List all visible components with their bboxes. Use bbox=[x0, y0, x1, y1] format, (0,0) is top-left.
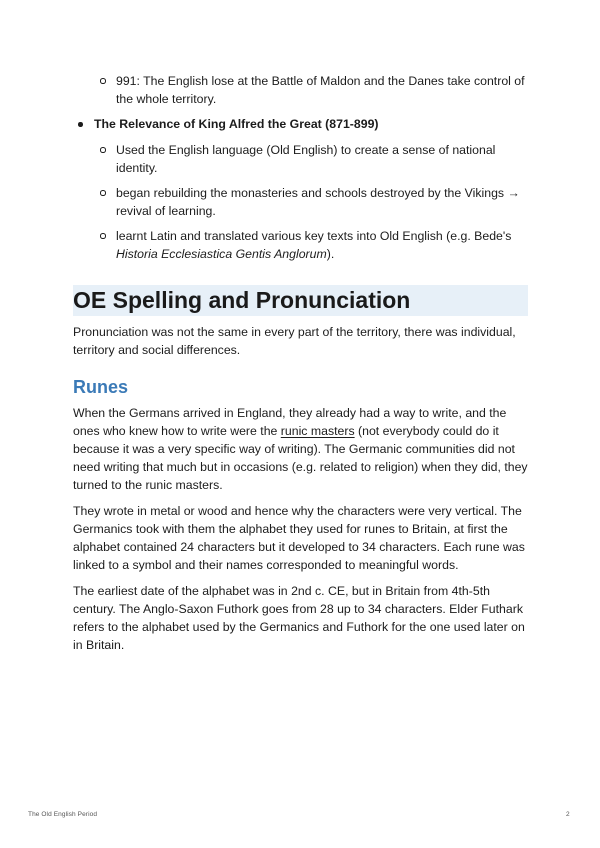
runes-p1-start: When the Germans arrived in England, they already had a way to write, and the ones who knew how to write were the bbox=[73, 406, 507, 438]
list-item-alfred-2: began rebuilding the monasteries and schools destroyed by the Vikings → revival of learning. bbox=[73, 184, 528, 220]
alfred-3-end: ). bbox=[326, 247, 335, 261]
runic-masters-link[interactable]: runic masters bbox=[280, 424, 355, 438]
runes-paragraph-2: They wrote in metal or wood and hence why the characters were very vertical. The Germanics took with them the alphabet they used for runes to Britain, at first the alphabet contained 24 characters but it developed to 34 characters. Each rune was linked to a symbol and their names corresponded to meaningful words. bbox=[73, 504, 525, 572]
alfred-3-text: learnt Latin and translated various key texts into Old English (e.g. Bede's bbox=[116, 229, 512, 243]
runes-heading: Runes bbox=[73, 377, 129, 397]
page-content bbox=[73, 72, 528, 662]
runes-paragraph-1 bbox=[73, 404, 528, 494]
list-item-alfred-3 bbox=[73, 227, 528, 263]
page-number: 2 bbox=[566, 811, 570, 818]
top-sub-list bbox=[73, 72, 528, 108]
alfred-sub-list bbox=[73, 141, 528, 263]
runes-paragraph-3: The earliest date of the alphabet was in 2nd c. CE, but in Britain from 4th-5th century. The Anglo-Saxon Futhork goes from 28 up to 34 characters. Elder Futhark refers to the alphabet used by the Germanics and Futhork for the one used later on in Britain. bbox=[73, 584, 525, 652]
historia-title: Historia Ecclesiastica Gentis Anglorum bbox=[116, 247, 327, 261]
list-item-alfred-1: Used the English language (Old English) to create a sense of national identity. bbox=[73, 141, 528, 177]
footer-title: The Old English Period bbox=[28, 811, 98, 818]
alfred-list bbox=[73, 115, 528, 263]
section-intro: Pronunciation was not the same in every part of the territory, there was individual, territory and social differences. bbox=[73, 325, 516, 357]
runes-p1-end: (not everybody could do it because it was a very specific way of writing). The Germanic communities did not need writing that much but in occasions (e.g. related to religion) when they did, they turned to the runic masters. bbox=[73, 424, 528, 492]
list-item-alfred bbox=[73, 115, 528, 263]
list-item-maldon: 991: The English lose at the Battle of Maldon and the Danes take control of the whole territory. bbox=[73, 72, 528, 108]
alfred-heading: The Relevance of King Alfred the Great (871-899) bbox=[94, 117, 379, 131]
section-heading: OE Spelling and Pronunciation bbox=[73, 285, 528, 316]
